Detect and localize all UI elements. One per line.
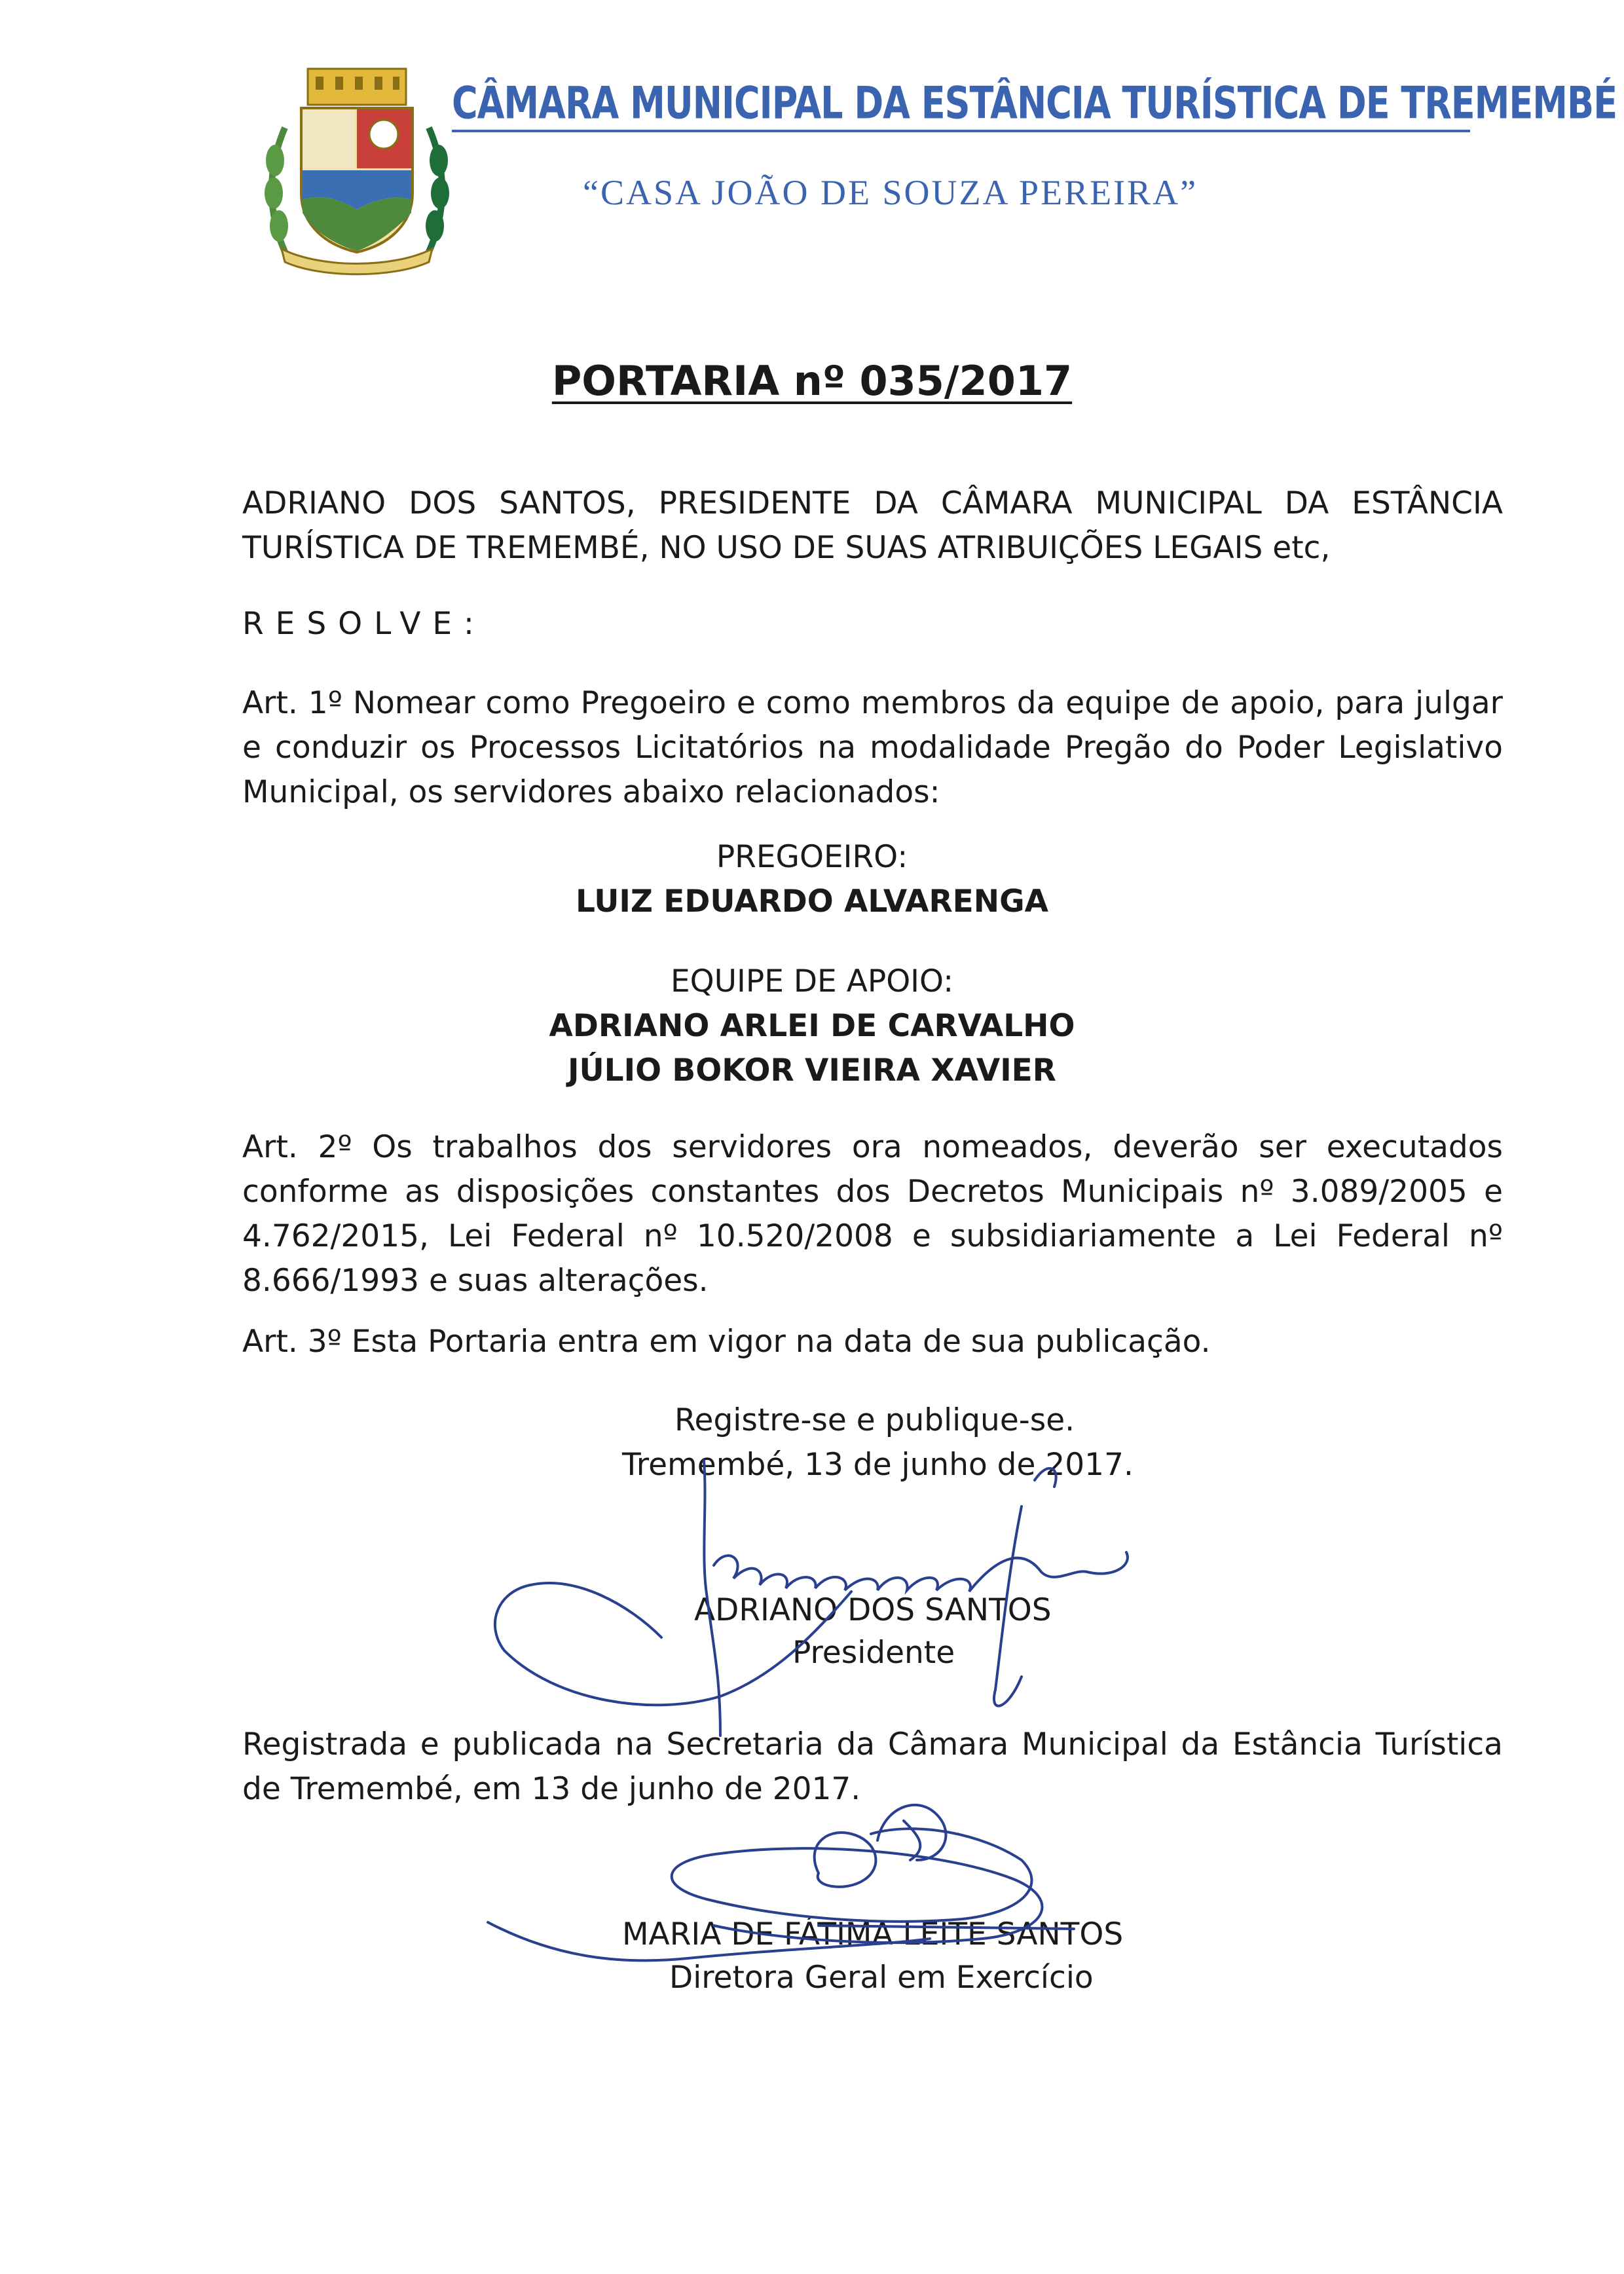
signer-president-role: Presidente <box>792 1635 955 1671</box>
institution-name: CÂMARA MUNICIPAL DA ESTÂNCIA TURÍSTICA DE TREMEMBÉ <box>452 77 1617 129</box>
institution-underline <box>452 130 1470 132</box>
closing-date: Tremembé, 13 de junho de 2017. <box>622 1447 1134 1483</box>
equipe-member: ADRIANO ARLEI DE CARVALHO <box>549 1008 1075 1044</box>
article-3: Art. 3º Esta Portaria entra em vigor na data de sua publicação. <box>242 1324 1211 1360</box>
institution-subtitle: “CASA JOÃO DE SOUZA PEREIRA” <box>583 173 1198 212</box>
municipal-crest <box>262 62 452 278</box>
signer-president-name: ADRIANO DOS SANTOS <box>694 1592 1052 1628</box>
signer-director-role: Diretora Geral em Exercício <box>669 1960 1094 1996</box>
closing-registre: Registre-se e publique-se. <box>674 1402 1075 1438</box>
article-2: Art. 2º Os trabalhos dos servidores ora nomeados, deverão ser executados conforme as disposições constantes dos Decretos Municipais nº 3.089/2005 e 4.762/2015, Lei Federal nº 10.520/2008 e subsidiariamente a Lei Federal nº 8.666/1993 e suas alterações. <box>242 1129 1503 1299</box>
resolve-heading: RESOLVE: <box>242 606 486 642</box>
article-1: Art. 1º Nomear como Pregoeiro e como membros da equipe de apoio, para julgar e conduzir os Processos Licitatórios na modalidade Pregão do Poder Legislativo Municipal, os servidores abaixo relacionados: <box>242 685 1503 810</box>
pregoeiro-label: PREGOEIRO: <box>716 839 908 875</box>
pregoeiro-name: LUIZ EDUARDO ALVARENGA <box>575 884 1049 920</box>
signer-director-name: MARIA DE FÁTIMA LEITE SANTOS <box>622 1916 1124 1952</box>
registry-paragraph: Registrada e publicada na Secretaria da Câmara Municipal da Estância Turística de Tremembé, em 13 de junho de 2017. <box>242 1726 1503 1807</box>
intro-paragraph: ADRIANO DOS SANTOS, PRESIDENTE DA CÂMARA MUNICIPAL DA ESTÂNCIA TURÍSTICA DE TREMEMBÉ, NO USO DE SUAS ATRIBUIÇÕES LEGAIS etc, <box>242 485 1503 566</box>
equipe-label: EQUIPE DE APOIO: <box>670 963 954 999</box>
equipe-member: JÚLIO BOKOR VIEIRA XAVIER <box>568 1053 1056 1089</box>
document-title: PORTARIA nº 035/2017 <box>551 357 1073 405</box>
